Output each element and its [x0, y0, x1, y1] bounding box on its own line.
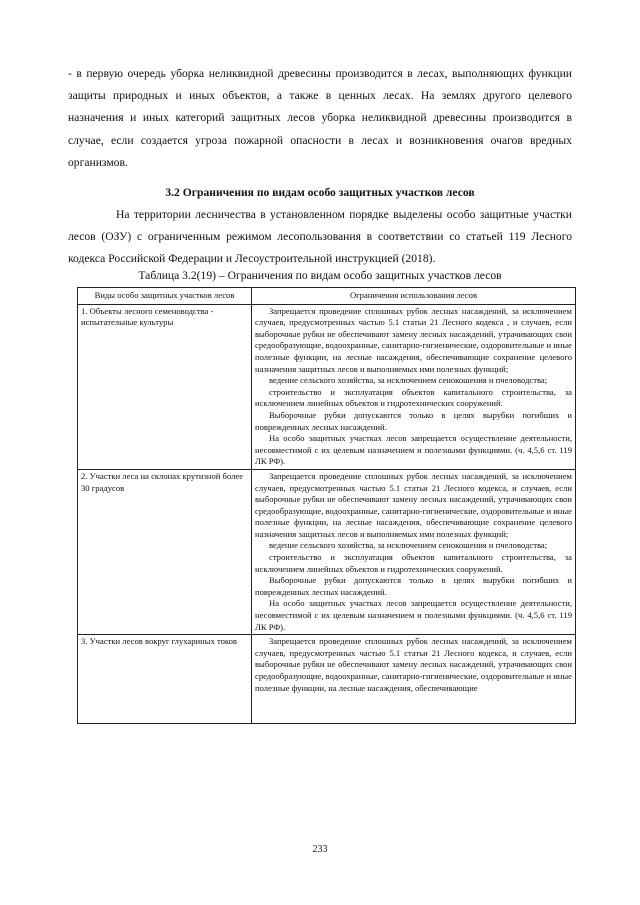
- page-number: 233: [312, 844, 328, 855]
- restriction-text: ведение сельского хозяйства, за исключением сенокошения и пчеловодства;: [269, 375, 548, 386]
- restriction-text: На особо защитных участках лесов запрещается осуществление деятельности, несовместимой с их целевым назначением и полезными функциями. (ч. 4,5,6 ст. 119 ЛК РФ).: [255, 433, 572, 467]
- restrictions-cell: [252, 469, 576, 634]
- table-row: [78, 304, 576, 469]
- section-heading: 3.2 Ограничения по видам особо защитных участков лесов: [165, 186, 475, 199]
- restriction-text: На особо защитных участках лесов запрещается осуществление деятельности, несовместимой с их целевым назначением и полезными функциями. (ч. 4,5,6 ст. 119 ЛК РФ).: [255, 598, 572, 632]
- table-row: [78, 469, 576, 634]
- restriction-text: Запрещается проведение сплошных рубок лесных насаждений, за исключением случаев, предусмотренных частью 5.1 статьи 21 Лесного кодекса , и случаев, если выборочные рубки не обеспечивают замену лесных насаждений, утрачивающих свои средообразующие, водоохранные, санитарно-гигиенические, оздоровительные и иные полезные функции, на лесные насаждения, обеспечивающие сохранение целевого назначения защитных лесов и выполняемых ими полезных функций;: [255, 305, 572, 374]
- header-restrictions: Ограничения использования лесов: [252, 288, 576, 305]
- paragraph-1: - в первую очередь уборка неликвидной древесины производится в лесах, выполняющих функции защиты природных и иных объектов, а также в ценных лесах. На землях другого целевого назначения и иных категорий защитных лесов уборка неликвидной древесины производится в случае, если создается угроза пожарной опасности в лесах и возникновения очагов вредных организмов.: [68, 67, 572, 169]
- restrictions-table: [77, 287, 576, 724]
- table-caption: Таблица 3.2(19) – Ограничения по видам особо защитных участков лесов: [138, 269, 502, 282]
- restriction-text: строительство и эксплуатация объектов капитального строительства, за исключением линейных объектов и гидротехнических сооружений.: [255, 552, 572, 574]
- table-header-row: [78, 288, 576, 305]
- restriction-text: Выборочные рубки допускаются только в целях вырубки погибших и поврежденных лесных насаждений.: [255, 575, 572, 597]
- restrictions-cell: [252, 304, 576, 469]
- paragraph-2: На территории лесничества в установленном порядке выделены особо защитные участки лесов (ОЗУ) с ограниченным режимом лесопользования в соответствии со статьей 119 Лесного кодекса Российской Федерации и Лесоустроительной инструкцией (2018).: [68, 208, 572, 266]
- restriction-text: Выборочные рубки допускаются только в целях вырубки погибших и поврежденных лесных насаждений.: [255, 409, 572, 432]
- ozu-type-cell: 3. Участки лесов вокруг глухариных токов: [78, 635, 252, 724]
- ozu-type-cell: 2. Участки леса на склонах крутизной более 30 градусов: [78, 469, 252, 634]
- restriction-text: Запрещается проведение сплошных рубок лесных насаждений, за исключением случаев, предусмотренных частью 5.1 статьи 21 Лесного кодекса, и случаев, если выборочные рубки не обеспечивают замену лесных насаждений, утрачивающих свои средообразующие, водоохранные, санитарно-гигиенические, оздоровительные и иные полезные функции, на лесные насаждения, обеспечивающие сохранение целевого назначения защитных лесов и выполняемых ими полезных функций;: [255, 470, 572, 539]
- restrictions-cell: [252, 635, 576, 724]
- ozu-type-cell: 1. Объекты лесного семеноводства - испытательные культуры: [78, 304, 252, 469]
- restriction-text: строительство и эксплуатация объектов капитального строительства, за исключением линейных объектов и гидротехнических сооружений.: [255, 386, 572, 409]
- header-ozu-types: Виды особо защитных участков лесов: [78, 288, 252, 305]
- restriction-text: ведение сельского хозяйства, за исключением сенокошения и пчеловодства;: [269, 540, 548, 551]
- table-row: [78, 635, 576, 724]
- restriction-text: Запрещается проведение сплошных рубок лесных насаждений, за исключением случаев, предусмотренных частью 5.1 статьи 21 Лесного кодекса, и случаев, если выборочные рубки не обеспечивают замену лесных насаждений, утрачивающих свои средообразующие, водоохранные, санитарно-гигиенические, оздоровительные и иные полезные функции, на лесные насаждения, обеспечивающие: [255, 636, 572, 693]
